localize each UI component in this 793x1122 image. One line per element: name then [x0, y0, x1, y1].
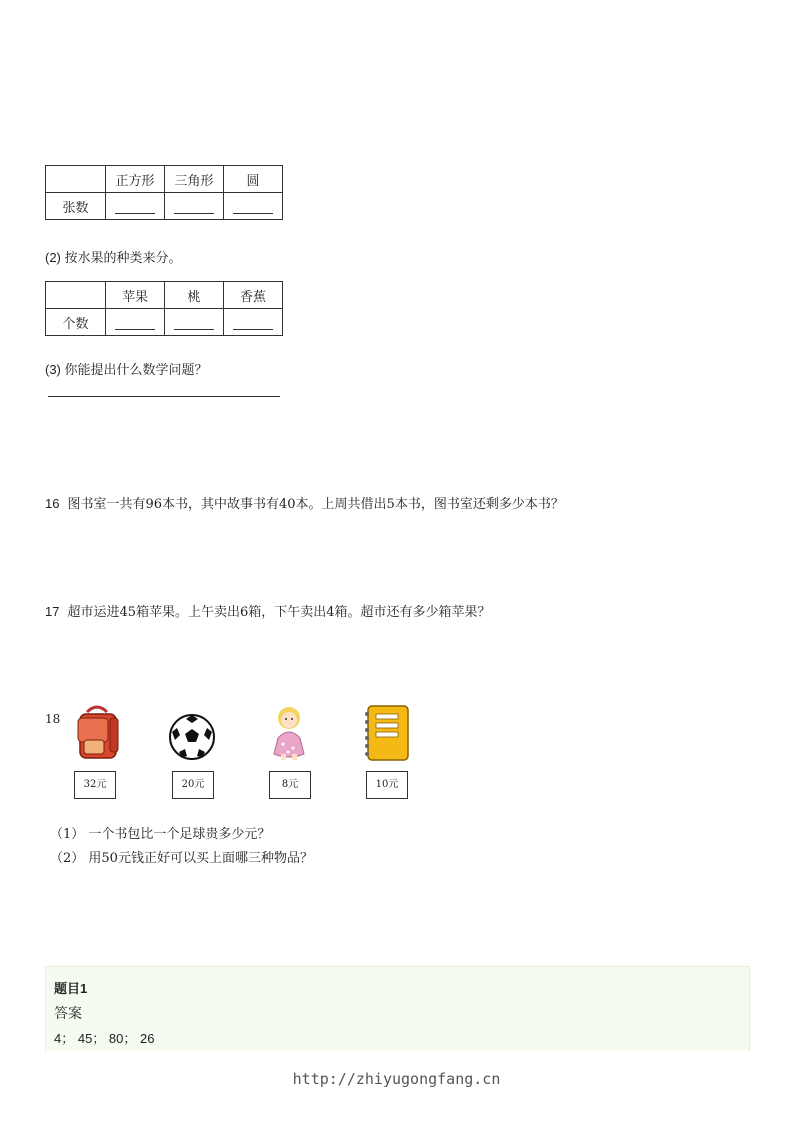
table-header-cell [46, 166, 106, 193]
question-3-label: (3) 你能提出什么数学问题？ [45, 362, 208, 377]
row-label: 张数 [46, 193, 106, 220]
question-text: 超市运进45箱苹果。上午卖出6箱，下午卖出4箱。超市还有多少箱苹果？ [67, 605, 491, 620]
answer-label: 答案 [54, 1005, 82, 1021]
fruit-count-table [45, 281, 283, 336]
answer-cell[interactable] [106, 193, 165, 220]
table-header-row [46, 166, 283, 193]
soccer-ball-icon [167, 712, 217, 770]
blank-line [174, 315, 214, 330]
price-tag: 8元 [269, 771, 311, 799]
doll-icon [264, 704, 314, 762]
question-2-label: (2) 按水果的种类来分。 [45, 250, 182, 265]
answer-title: 题目1 [54, 981, 88, 996]
question-number: 18 [45, 712, 61, 726]
table-header-row [46, 282, 283, 309]
table-header-cell [46, 282, 106, 309]
question-16 [45, 493, 564, 512]
price-tag: 32元 [74, 771, 116, 799]
backpack-icon [72, 704, 122, 762]
question-number: 17 [45, 604, 60, 619]
notebook-icon [362, 704, 412, 762]
blank-line [174, 199, 214, 214]
price-tag: 20元 [172, 771, 214, 799]
answer-cell[interactable] [165, 309, 224, 336]
answer-line[interactable] [48, 396, 280, 397]
answer-cell[interactable] [224, 193, 283, 220]
question-17 [45, 601, 491, 620]
sub-question-2: （2） 用50元钱正好可以买上面哪三种物品？ [50, 851, 313, 866]
answer-panel [45, 966, 750, 1051]
answer-cell[interactable] [224, 309, 283, 336]
shape-count-table [45, 165, 283, 220]
blank-line [115, 315, 155, 330]
table-header-cell: 正方形 [106, 166, 165, 193]
blank-line [233, 199, 273, 214]
table-row [46, 193, 283, 220]
price-tag: 10元 [366, 771, 408, 799]
table-header-cell: 香蕉 [224, 282, 283, 309]
table-row [46, 309, 283, 336]
table-header-cell: 苹果 [106, 282, 165, 309]
question-text: 图书室一共有96本书，其中故事书有40本。上周共借出5本书，图书室还剩多少本书？ [67, 497, 564, 512]
answer-value: 4； 45； 80； 26 [54, 1031, 155, 1046]
question-number: 16 [45, 496, 60, 511]
blank-line [115, 199, 155, 214]
blank-line [233, 315, 273, 330]
footer-url[interactable]: http://zhiyugongfang.cn [292, 1070, 501, 1088]
table-header-cell: 圆 [224, 166, 283, 193]
answer-cell[interactable] [165, 193, 224, 220]
row-label: 个数 [46, 309, 106, 336]
table-header-cell: 三角形 [165, 166, 224, 193]
table-header-cell: 桃 [165, 282, 224, 309]
answer-cell[interactable] [106, 309, 165, 336]
sub-question-1: （1） 一个书包比一个足球贵多少元？ [50, 827, 271, 842]
